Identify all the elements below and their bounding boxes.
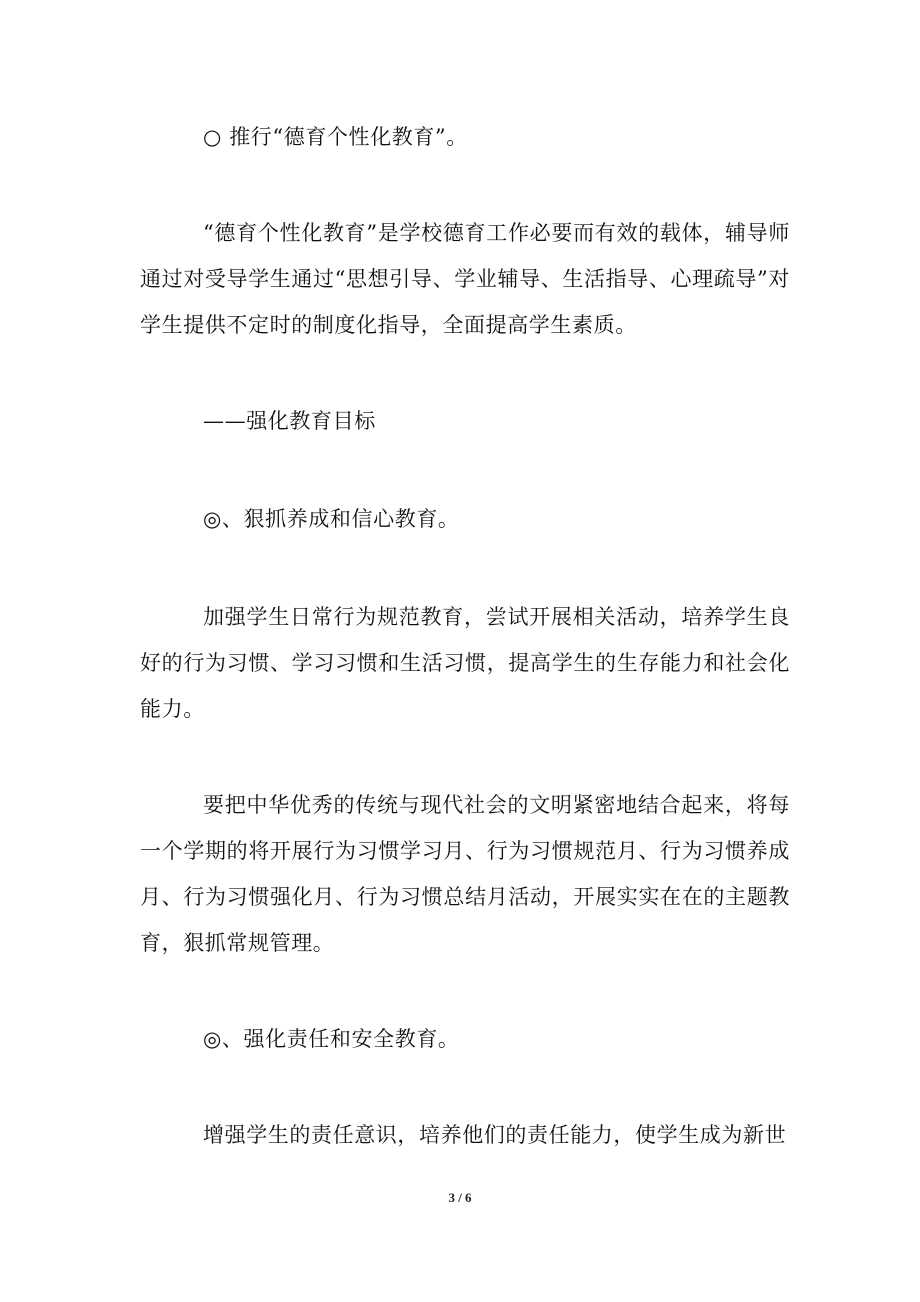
heading-habit-confidence-education: ◎、狠抓养成和信心教育。	[203, 507, 460, 531]
paragraph-tradition-civilization: 要把中华优秀的传统与现代社会的文明紧密地结合起来，将每一个学期的将开展行为习惯学习月、行为习惯规范月、行为习惯养成月、行为习惯强化月、行为习惯总结月活动，开展实实在在的主题教育，狠抓常规管理。	[140, 793, 790, 955]
heading-responsibility-safety-education: ◎、强化责任和安全教育。	[203, 1027, 460, 1051]
heading-personalized-moral-education: ○ 推行“德育个性化教育”。	[203, 125, 468, 149]
page-number: 3 / 6	[448, 1190, 472, 1205]
paragraph-responsibility-awareness: 增强学生的责任意识，培养他们的责任能力，使学生成为新世	[203, 1123, 787, 1147]
paragraph-behavior-norms: 加强学生日常行为规范教育，尝试开展相关活动，培养学生良好的行为习惯、学习习惯和生活习惯，提高学生的生存能力和社会化能力。	[140, 605, 790, 721]
paragraph-moral-education-carrier: “德育个性化教育”是学校德育工作必要而有效的载体，辅导师通过对受导学生通过“思想引导、学业辅导、生活指导、心理疏导”对学生提供不定时的制度化指导，全面提高学生素质。	[140, 221, 790, 337]
section-heading-education-goals: ——强化教育目标	[203, 409, 376, 433]
